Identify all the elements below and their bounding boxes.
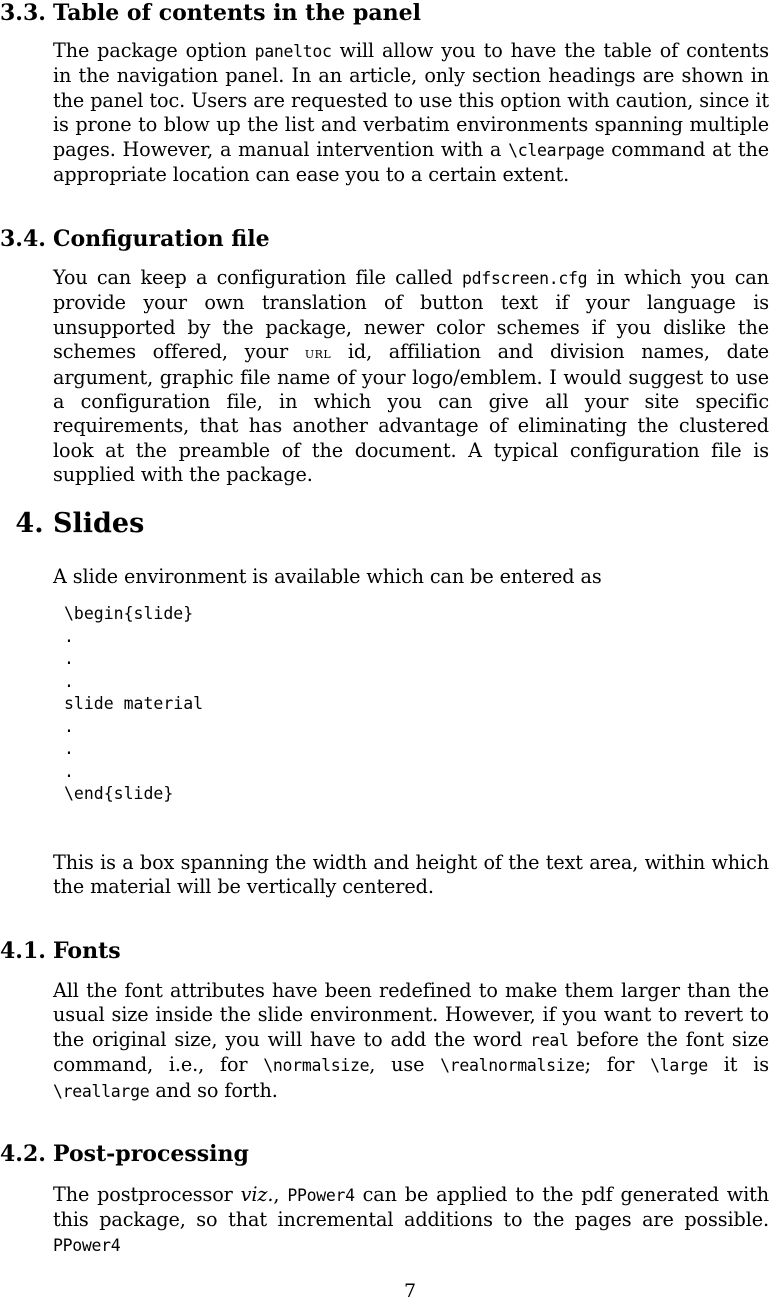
section-number: 4.1.: [0, 938, 46, 964]
section-heading-4-2: [0, 1141, 249, 1167]
section-title: Slides: [53, 508, 145, 539]
paragraph-slide-box: This is a box spanning the width and height of the text area, within which the material will be vertically centered.: [53, 851, 769, 899]
text-run: You can keep a configuration file called: [53, 266, 462, 289]
section-number: 4.2.: [0, 1141, 46, 1167]
code-realnormalsize: \realnormalsize: [440, 1056, 585, 1076]
section-heading-4-1: [0, 938, 121, 964]
text-run: The package option: [53, 39, 255, 62]
section-number: [0, 508, 53, 539]
text-run: The postprocessor: [53, 1183, 241, 1206]
smallcaps-url: url: [304, 344, 332, 363]
paragraph-fonts: [53, 979, 769, 1104]
paragraph-configuration: [53, 266, 769, 488]
section-heading-4: [0, 508, 144, 539]
code-paneltoc: paneltoc: [254, 42, 332, 61]
section-number: 3.3.: [0, 0, 46, 26]
code-ppower4: PPower4: [287, 1186, 355, 1205]
section-heading-3-4: [0, 226, 270, 252]
section-title: Configuration file: [53, 226, 270, 252]
section-title: Post-processing: [53, 1141, 249, 1167]
section-number-text: 4.: [15, 508, 44, 539]
text-run: ; for: [584, 1053, 651, 1077]
code-reallarge: \reallarge: [53, 1081, 150, 1101]
paragraph-slide-intro: A slide environment is available which can be entered as: [53, 565, 602, 588]
paragraph-post-processing: [53, 1183, 769, 1258]
section-heading-3-3: [0, 0, 421, 26]
text-run: ,: [273, 1183, 288, 1206]
text-run: will allow you to have the table of contents in the navigation panel. In an article, only section headings are shown in the panel toc. Users are requested to use this option with caution, since it is prone to blow up the list and verbatim environments spanning multiple pages. However, a manual intervention with a: [53, 39, 769, 161]
text-run: can be applied to the pdf generated with this package, so that incremental additions to the pages are possible.: [53, 1183, 770, 1232]
text-run: All the font attributes have been redefined to make them larger than the usual size inside the slide environment. However, if you want to revert to the original size, you will have to add the word: [53, 979, 769, 1051]
text-run: id, affiliation and division names, date argument, graphic file name of your logo/emblem. I would suggest to use a configuration file, in which you can give all your site specific requirements, that has another advantage of eliminating the clustered look at the preamble of the document. A typical configuration file is supplied with the package.: [53, 340, 769, 487]
text-run: and so forth.: [149, 1078, 278, 1102]
text-run: in which you can provide your own translation of button text if your language is unsupported by the package, newer color schemes if you dislike the schemes offered, your: [53, 266, 769, 364]
verbatim-slide-example: \begin{slide} . . . slide material . . . \end{slide}: [64, 604, 204, 803]
text-run: it is: [707, 1053, 769, 1077]
paragraph-paneltoc: [53, 39, 769, 187]
code-pdfscreen-cfg: pdfscreen.cfg: [462, 269, 588, 288]
text-run: , use: [369, 1053, 441, 1077]
page-number: 7: [403, 1280, 417, 1302]
section-title: Table of contents in the panel: [53, 0, 421, 26]
code-clearpage: \clearpage: [508, 140, 605, 160]
text-run: command at the appropriate location can ease you to a certain extent.: [53, 137, 769, 187]
section-number: 3.4.: [0, 226, 46, 252]
italic-viz: viz.: [240, 1183, 274, 1206]
code-real: real: [530, 1030, 569, 1050]
section-title: Fonts: [53, 938, 121, 964]
text-run: before the font size command, i.e., for: [53, 1027, 769, 1077]
code-large: \large: [650, 1056, 708, 1076]
code-normalsize: \normalsize: [263, 1056, 370, 1076]
code-ppower4: PPower4: [53, 1235, 121, 1255]
